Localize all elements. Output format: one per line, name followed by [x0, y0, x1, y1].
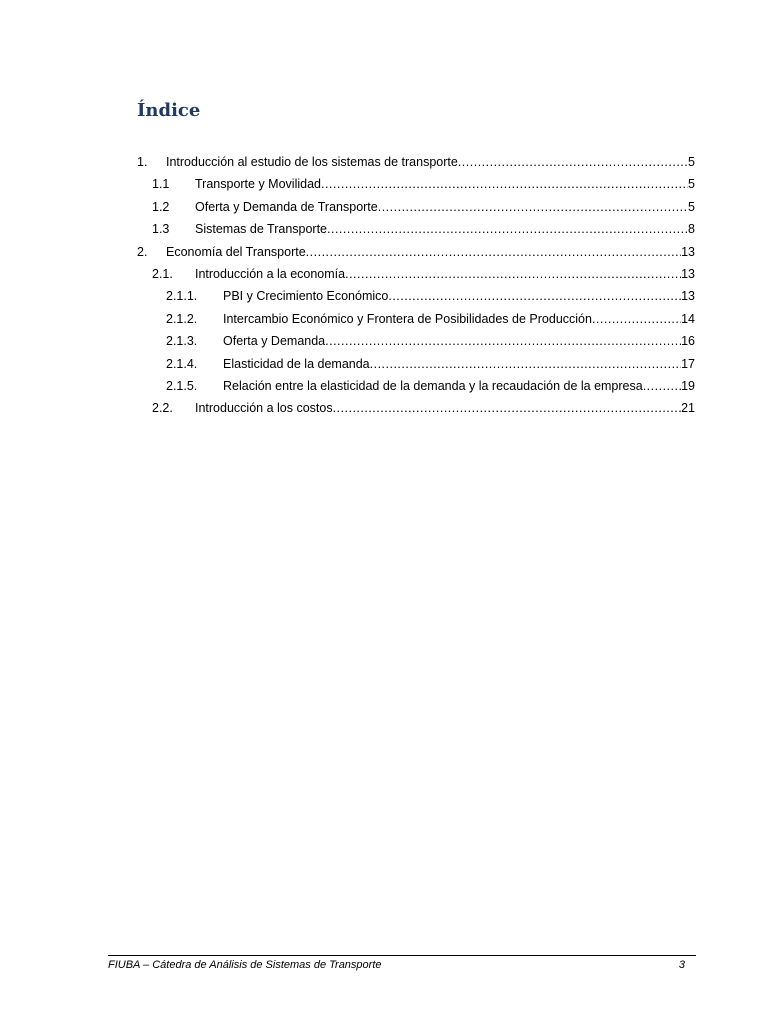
toc-entry-line [195, 397, 695, 419]
toc-entry-page: 13 [681, 289, 695, 304]
toc-entry-page: 5 [688, 177, 695, 192]
table-of-contents [137, 151, 695, 420]
toc-dot-leader [388, 285, 681, 307]
toc-entry-line [195, 263, 695, 285]
toc-entry-number: 2.1.2. [166, 311, 198, 326]
toc-entry-line [195, 218, 695, 240]
toc-entry-number: 2.1. [152, 266, 173, 281]
footer-page-number: 3 [678, 959, 685, 971]
toc-entry-page: 16 [681, 334, 695, 349]
toc-entry-page: 13 [681, 266, 695, 281]
toc-entry-line [223, 308, 695, 330]
toc-dot-leader [370, 353, 681, 375]
toc-entry-page: 5 [688, 199, 695, 214]
toc-entry-number: 2.2. [152, 401, 173, 416]
toc-entry-number: 2.1.5. [166, 378, 198, 393]
toc-entry[interactable] [137, 353, 695, 375]
toc-entry-label: Transporte y Movilidad [195, 177, 321, 192]
toc-entry-number: 2.1.1. [166, 289, 198, 304]
toc-entry[interactable] [137, 151, 695, 173]
toc-entry-label: Sistemas de Transporte [195, 222, 328, 237]
toc-entry-label: PBI y Crecimiento Económico [223, 289, 389, 304]
toc-entry-page: 19 [681, 378, 695, 393]
toc-entry-page: 17 [681, 356, 695, 371]
toc-entry-line [166, 151, 695, 173]
toc-entry-line [223, 330, 695, 352]
toc-entry-page: 5 [688, 155, 695, 169]
toc-entry-label: Introducción a los costos [195, 401, 333, 416]
toc-entry-number: 1.3 [152, 222, 170, 237]
footer-divider [108, 955, 696, 956]
toc-entry-label: Oferta y Demanda de Transporte [195, 199, 378, 214]
toc-entry-label: Introducción a la economía [195, 266, 346, 281]
toc-dot-leader [327, 218, 688, 240]
toc-entry[interactable] [137, 397, 695, 419]
toc-entry-label: Economía del Transporte [166, 244, 306, 259]
toc-entry-page: 21 [681, 401, 695, 416]
toc-entry[interactable] [137, 263, 695, 285]
toc-dot-leader [458, 151, 688, 173]
toc-entry-label: Introducción al estudio de los sistemas de transporte [166, 155, 458, 169]
toc-entry-line [223, 353, 695, 375]
toc-dot-leader [306, 241, 681, 263]
toc-entry-number: 1.2 [152, 199, 170, 214]
toc-dot-leader [592, 308, 681, 330]
toc-entry[interactable] [137, 375, 695, 397]
toc-entry[interactable] [137, 218, 695, 240]
toc-entry-number: 2.1.3. [166, 334, 198, 349]
toc-entry-label: Relación entre la elasticidad de la demanda y la recaudación de la empresa [223, 378, 643, 393]
toc-entry-page: 14 [681, 311, 695, 326]
toc-entry-label: Oferta y Demanda [223, 334, 326, 349]
toc-entry-number: 1. [137, 155, 148, 169]
toc-entry-line [195, 196, 695, 218]
toc-entry-line [223, 375, 695, 397]
toc-entry[interactable] [137, 241, 695, 263]
toc-entry-line [195, 173, 695, 195]
toc-entry-number: 2. [137, 244, 148, 259]
toc-dot-leader [345, 263, 681, 285]
toc-dot-leader [333, 397, 682, 419]
toc-entry-page: 8 [688, 222, 695, 237]
toc-entry[interactable] [137, 196, 695, 218]
toc-entry-line [223, 285, 695, 307]
toc-entry[interactable] [137, 285, 695, 307]
toc-entry[interactable] [137, 308, 695, 330]
toc-title: Índice [137, 100, 201, 121]
toc-entry-number: 2.1.4. [166, 356, 198, 371]
footer-text: FIUBA – Cátedra de Análisis de Sistemas de Transporte [108, 959, 382, 971]
toc-entry-line [166, 241, 695, 263]
toc-dot-leader [325, 330, 681, 352]
toc-dot-leader [643, 375, 681, 397]
toc-entry[interactable] [137, 330, 695, 352]
toc-dot-leader [378, 196, 688, 218]
toc-dot-leader [321, 173, 688, 195]
toc-entry[interactable] [137, 173, 695, 195]
toc-entry-label: Elasticidad de la demanda [223, 356, 370, 371]
toc-entry-label: Intercambio Económico y Frontera de Posibilidades de Producción [223, 311, 592, 326]
toc-entry-page: 13 [681, 244, 695, 259]
toc-entry-number: 1.1 [152, 177, 170, 192]
